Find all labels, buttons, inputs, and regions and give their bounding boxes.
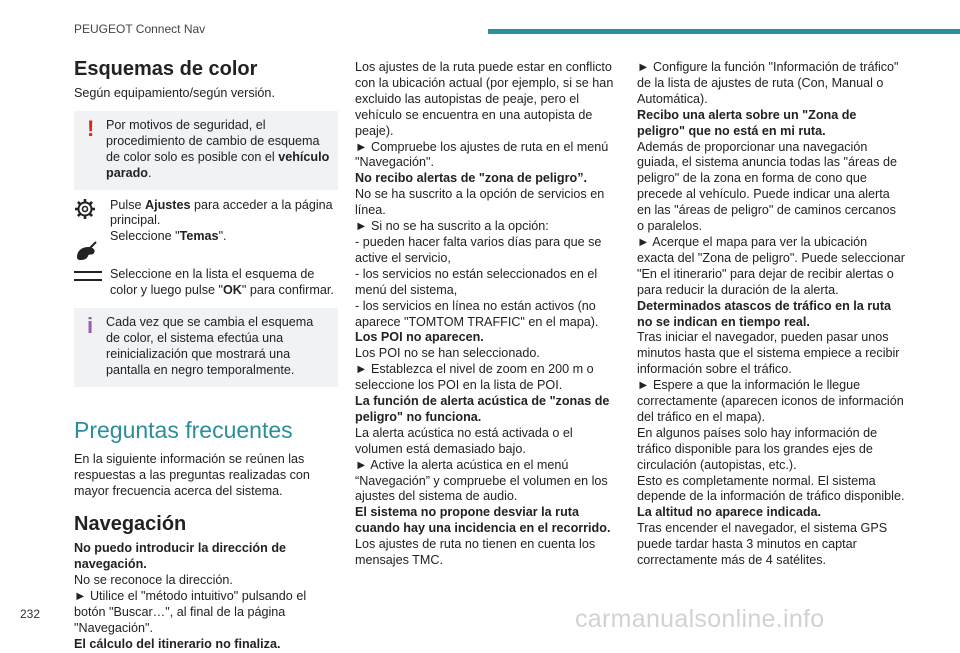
answer: - los servicios en línea no están activos (no aparece "TOMTOM TRAFFIC" en el mapa). bbox=[355, 298, 599, 329]
answer: Además de proporcionar una navegación guiada, el sistema anuncia todas las "áreas de peligro" de la zona en forma de cono que precede al vehículo. Puede indicar una alerta en las "áreas de peligro" de caminos cercanos o paralelos. bbox=[637, 139, 898, 234]
warning-box bbox=[74, 111, 338, 190]
list-bar-icon bbox=[74, 267, 102, 299]
info-icon: i bbox=[87, 313, 94, 339]
info-box bbox=[74, 308, 338, 387]
answer: Esto es completamente normal. El sistema depende de la información de tráfico disponible. bbox=[637, 473, 905, 504]
question: El sistema no propone desviar la ruta cuando hay una incidencia en el recorrido. bbox=[355, 505, 611, 536]
heading-color-schemes: Esquemas de color bbox=[74, 58, 258, 80]
step-select-scheme-text: Seleccione en la lista el esquema de color y luego pulse "OK" para confirmar. bbox=[110, 267, 334, 298]
watermark: carmanualsonline.info bbox=[575, 605, 825, 633]
answer: Los POI no se han seleccionado. bbox=[355, 346, 540, 361]
question: La altitud no aparece indicada. bbox=[637, 505, 822, 520]
column-3 bbox=[637, 60, 905, 569]
answer: No se reconoce la dirección. bbox=[74, 573, 233, 588]
answer: ► Acerque el mapa para ver la ubicación exacta del "Zona de peligro". Puede seleccionar "En el itinerario" para dejar de recibir alertas o para reducir la duración de la alerta. bbox=[637, 234, 905, 297]
header-accent-bar bbox=[488, 29, 960, 34]
palette-icon bbox=[74, 241, 102, 261]
intro-text: Según equipamiento/según versión. bbox=[74, 86, 275, 100]
question: El cálculo del itinerario no finaliza. bbox=[74, 636, 281, 651]
answer: ► Espere a que la información le llegue correctamente (aparecen iconos de información del tráfico en el mapa). bbox=[637, 378, 904, 424]
step-select-scheme bbox=[74, 267, 338, 299]
step-themes bbox=[74, 241, 338, 261]
answer: - pueden hacer falta varios días para que se active el servicio, bbox=[355, 234, 602, 265]
answer: ► Establezca el nivel de zoom en 200 m o seleccione los POI en la lista de POI. bbox=[355, 362, 594, 393]
answer: ► Compruebe los ajustes de ruta en el menú "Navegación". bbox=[355, 139, 609, 170]
warning-icon: ! bbox=[87, 115, 95, 141]
answer: ► Active la alerta acústica en el menú “Navegación” y compruebe el volumen en los ajustes del sistema de audio. bbox=[355, 457, 608, 504]
step-settings bbox=[74, 198, 338, 246]
warning-text: Por motivos de seguridad, el procedimiento de cambio de esquema de color solo es posible con el vehículo parado. bbox=[106, 117, 330, 180]
faq-intro: En la siguiente información se reúnen las respuestas a las preguntas realizadas con mayor frecuencia acerca del sistema. bbox=[74, 451, 310, 498]
question: Determinados atascos de tráfico en la ruta no se indican en tiempo real. bbox=[637, 298, 892, 329]
heading-navigation: Navegación bbox=[74, 513, 187, 536]
answer: Los ajustes de la ruta puede estar en conflicto con la ubicación actual (por ejemplo, si se han excluido las autopistas de peaje, pero el vehículo se encuentra en una autopista de peaje). bbox=[355, 60, 614, 138]
gear-icon bbox=[74, 198, 102, 246]
answer: Tras iniciar el navegador, pueden pasar unos minutos hasta que el sistema empiece a recibir información sobre el tráfico. bbox=[637, 330, 900, 377]
step-themes-text: Seleccione "Temas". bbox=[110, 229, 227, 244]
question: No puedo introducir la dirección de navegación. bbox=[74, 541, 287, 572]
answer: ► Si no se ha suscrito a la opción: bbox=[355, 219, 549, 234]
answer: Los ajustes de ruta no tienen en cuenta los mensajes TMC. bbox=[355, 537, 596, 568]
column-2 bbox=[355, 60, 623, 569]
answer: - los servicios no están seleccionados en el menú del sistema, bbox=[355, 266, 598, 297]
question: No recibo alertas de "zona de peligro”. bbox=[355, 171, 588, 186]
info-text: Cada vez que se cambia el esquema de color, el sistema efectúa una reinicialización que mostrará una pantalla en negro temporalmente. bbox=[106, 315, 314, 377]
answer: Tras encender el navegador, el sistema GPS puede tardar hasta 3 minutos en captar correctamente más de 4 satélites. bbox=[637, 521, 888, 568]
question: Recibo una alerta sobre un "Zona de peligro" que no está en mi ruta. bbox=[637, 107, 857, 138]
header-title: PEUGEOT Connect Nav bbox=[74, 22, 206, 36]
answer: ► Utilice el "método intuitivo" pulsando el botón "Buscar…", al final de la página "Navegación". bbox=[74, 589, 307, 635]
page-number: 232 bbox=[20, 607, 41, 621]
heading-faq: Preguntas frecuentes bbox=[74, 416, 293, 443]
answer: La alerta acústica no está activada o el volumen está demasiado bajo. bbox=[355, 425, 573, 456]
answer: ► Configure la función "Información de tráfico" de la lista de ajustes de ruta (Con, Manual o Automática). bbox=[637, 60, 899, 106]
step-settings-text: Pulse Ajustes para acceder a la página principal. bbox=[110, 197, 333, 228]
column-1 bbox=[74, 58, 338, 653]
question: Los POI no aparecen. bbox=[355, 330, 484, 345]
question: La función de alerta acústica de "zonas de peligro" no funciona. bbox=[355, 394, 610, 424]
answer: No se ha suscrito a la opción de servicios en línea. bbox=[355, 187, 605, 218]
answer: En algunos países solo hay información de tráfico disponible para los grandes ejes de circulación (autopistas, etc.). bbox=[637, 425, 878, 472]
